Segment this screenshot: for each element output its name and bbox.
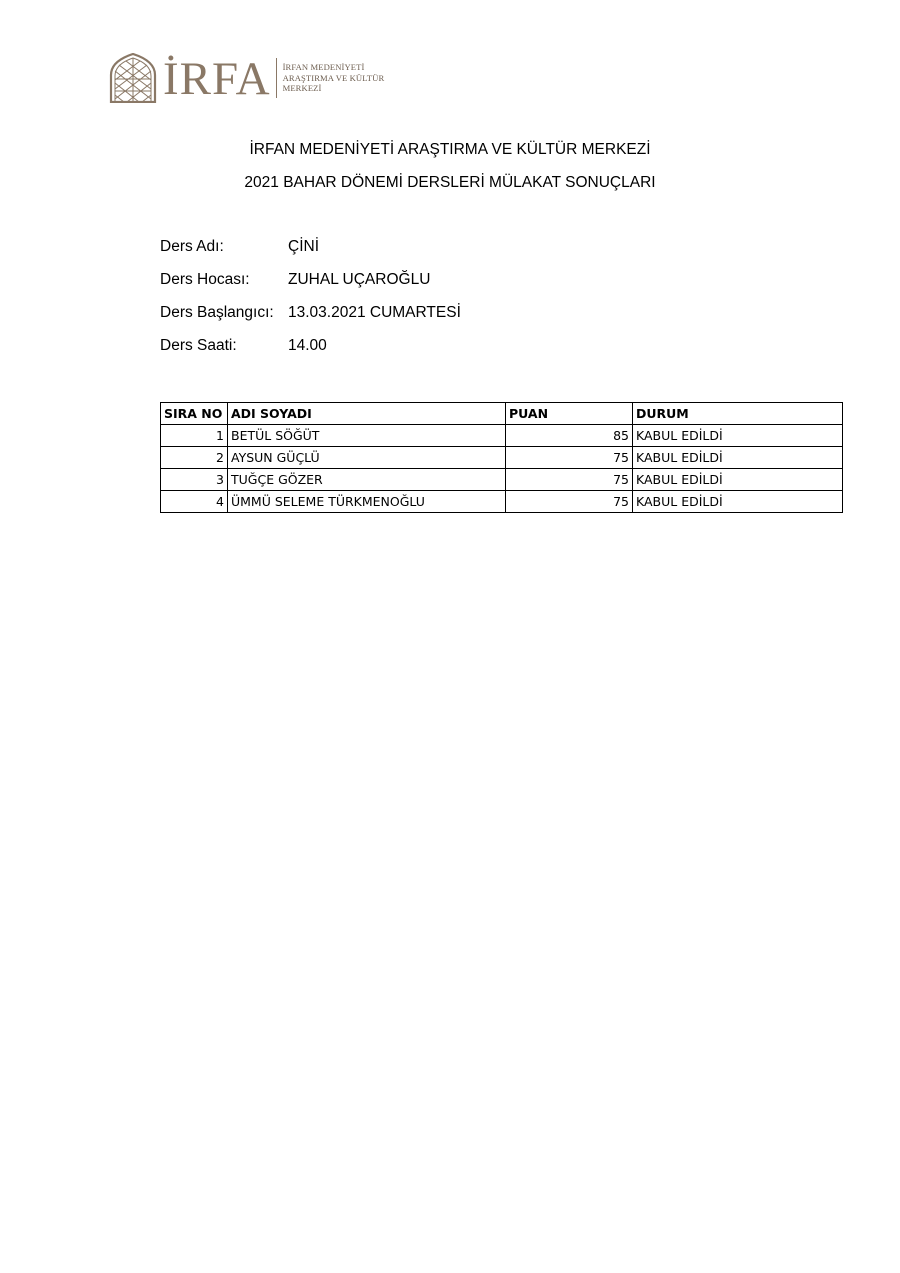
logo-subtitle-line: İRFAN MEDENİYETİ (282, 62, 365, 73)
info-value: ÇİNİ (288, 238, 319, 255)
column-header-score: PUAN (506, 403, 633, 425)
table-row (161, 491, 843, 513)
mosque-arch-icon (109, 53, 157, 103)
table-row (161, 447, 843, 469)
column-header-status: DURUM (633, 403, 843, 425)
cell-score: 75 (506, 447, 633, 469)
cell-status: KABUL EDİLDİ (633, 491, 843, 513)
info-row-course-name (160, 238, 461, 271)
table-header-row (161, 403, 843, 425)
column-header-name: ADI SOYADI (228, 403, 506, 425)
cell-name: BETÜL SÖĞÜT (228, 425, 506, 447)
course-info (160, 238, 461, 370)
cell-name: TUĞÇE GÖZER (228, 469, 506, 491)
info-value: ZUHAL UÇAROĞLU (288, 271, 431, 288)
logo-subtitle (283, 62, 385, 94)
cell-score: 75 (506, 469, 633, 491)
info-label: Ders Adı: (160, 238, 224, 255)
cell-order: 1 (161, 425, 228, 447)
info-label: Ders Başlangıcı: (160, 304, 274, 321)
column-header-order: SIRA NO (161, 403, 228, 425)
cell-name: ÜMMÜ SELEME TÜRKMENOĞLU (228, 491, 506, 513)
info-label: Ders Saati: (160, 337, 237, 354)
cell-order: 4 (161, 491, 228, 513)
document-title: İRFAN MEDENİYETİ ARAŞTIRMA VE KÜLTÜR MERKEZİ (249, 141, 651, 158)
logo-subtitle-line: MERKEZİ (282, 83, 322, 94)
table-row (161, 469, 843, 491)
cell-score: 75 (506, 491, 633, 513)
cell-status: KABUL EDİLDİ (633, 425, 843, 447)
cell-order: 3 (161, 469, 228, 491)
info-label: Ders Hocası: (160, 271, 250, 288)
cell-status: KABUL EDİLDİ (633, 447, 843, 469)
info-row-instructor (160, 271, 461, 304)
cell-name: AYSUN GÜÇLÜ (228, 447, 506, 469)
results-table (160, 402, 843, 513)
info-row-time (160, 337, 461, 370)
logo-divider (276, 58, 277, 98)
info-value: 14.00 (288, 337, 327, 354)
cell-order: 2 (161, 447, 228, 469)
logo-wordmark: İRFA (163, 52, 271, 105)
table-row (161, 425, 843, 447)
info-value: 13.03.2021 CUMARTESİ (288, 304, 461, 321)
cell-status: KABUL EDİLDİ (633, 469, 843, 491)
logo (109, 52, 384, 104)
logo-subtitle-line: ARAŞTIRMA VE KÜLTÜR (282, 72, 385, 83)
cell-score: 85 (506, 425, 633, 447)
info-row-start-date (160, 304, 461, 337)
document-subtitle: 2021 BAHAR DÖNEMİ DERSLERİ MÜLAKAT SONUÇLARI (244, 174, 656, 191)
